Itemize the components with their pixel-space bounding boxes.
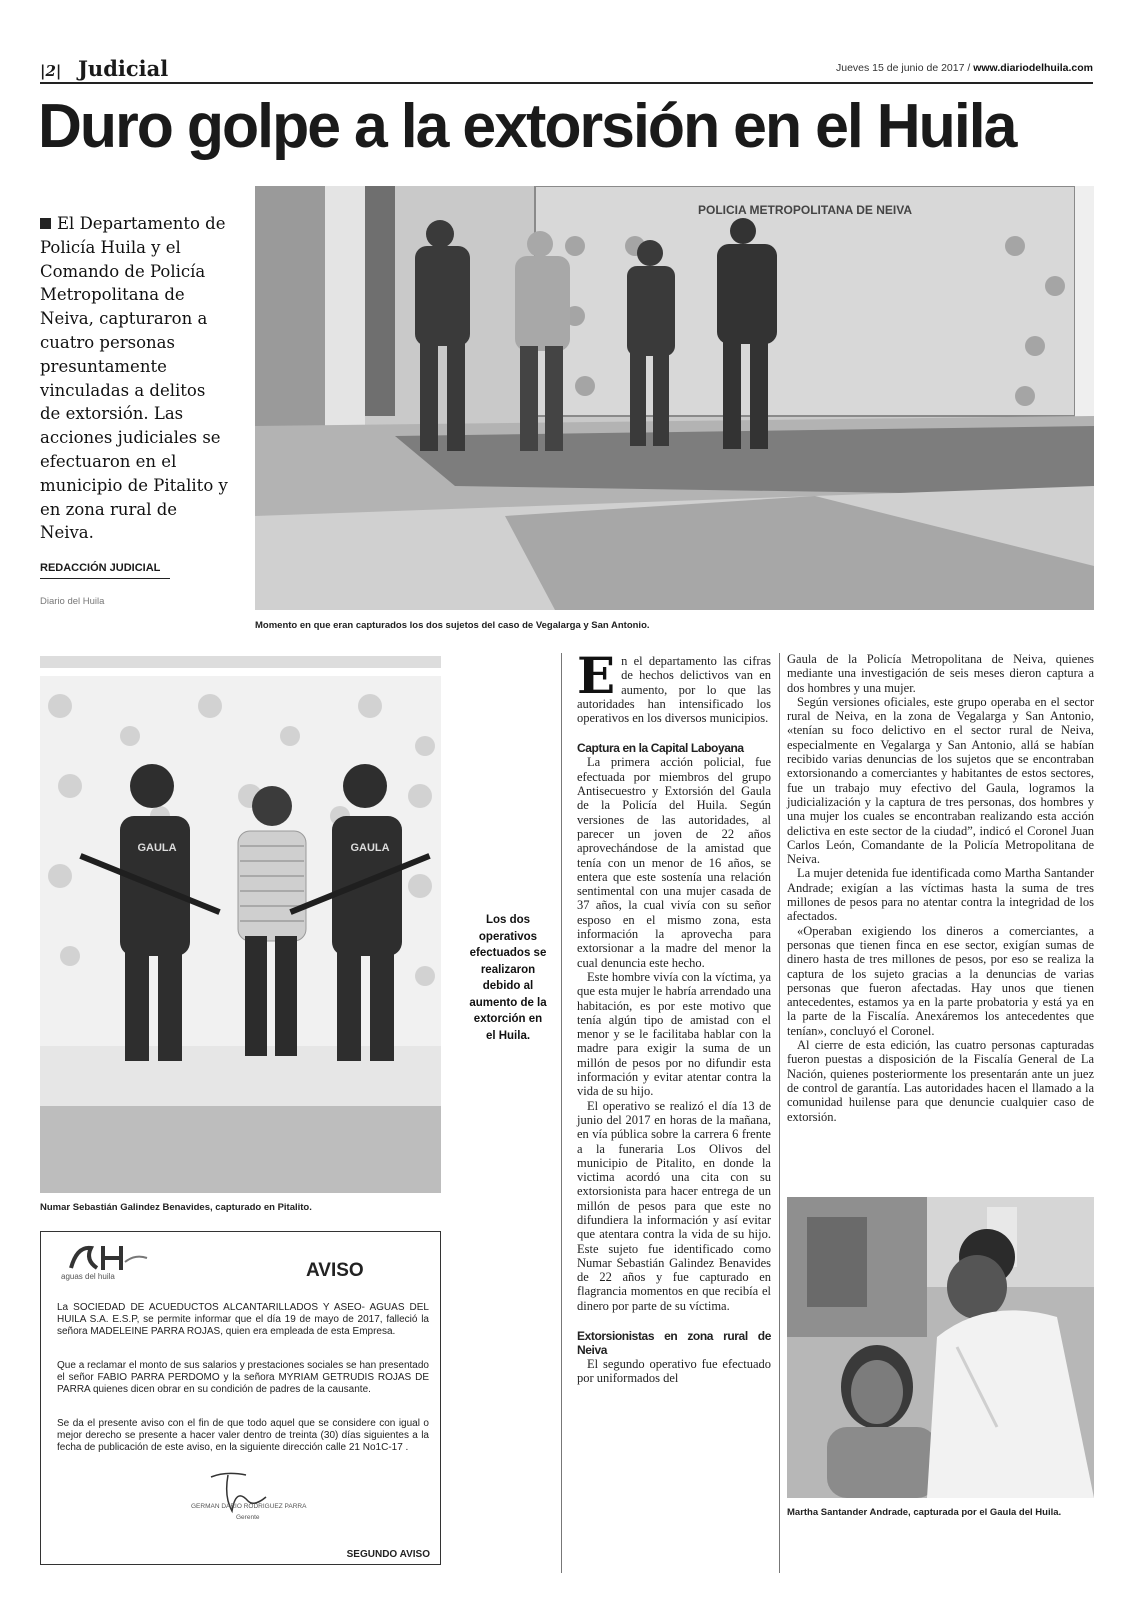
paragraph: Al cierre de esta edición, las cuatro personas capturadas fueron puestas a disposición de la Fiscalía General de La Nación, quienes posteriormente los presentarán ante un juez de control de garantía. Las autoridades hacen el llamado a la comunidad huilense para que denuncie cualquier caso de extorsión. bbox=[787, 1038, 1094, 1124]
paragraph: La mujer detenida fue identificada como Martha Santander Andrade; exigían a las víctimas hasta la suma de tres millones de pesos para no atentar contra la integridad de los afectados. bbox=[787, 866, 1094, 924]
aviso-paragraph-2: Que a reclamar el monto de sus salarios y prestaciones sociales se han presentado el señor FABIO PARRA PERDOMO y la señora MYRIAM GETRUDIS ROJAS DE PARRA quienes dicen obrar en su condición de padres de la causante. bbox=[57, 1360, 429, 1395]
paragraph: El operativo se realizó el día 13 de junio del 2017 en horas de la mañana, en vía pública sobre la carrera 6 frente a la funeraria Los Olivos del municipio de Pitalito, en donde la victima acordó una cita con su extorsionista para hacer entrega de un millón de pesos para que este no difundiera la información y así evitar que atentara contra la vida de su hijo. Este sujeto fue identificado como Numar Sebastián Galindez Benavides de 22 años y fue capturado en flagrancia momentos en que recibía el dinero por parte de su víctima. bbox=[577, 1098, 771, 1313]
article-column-center bbox=[577, 646, 771, 1386]
paragraph: Gaula de la Policía Metropolitana de Neiva, quienes mediante una investigación de seis meses dieron captura a dos hombres y una mujer. bbox=[787, 652, 1094, 695]
byline-rule bbox=[40, 578, 170, 579]
signature-name: GERMAN DARIO RODRIGUEZ PARRA bbox=[191, 1503, 307, 1510]
pull-quote: Los dos operativos efectuados se realizaron debido al aumento de la extorción en el Huila. bbox=[469, 914, 547, 1042]
paragraph: «Operaban exigiendo los dineros a comerciantes, a personas que tienen finca en ese sector, exigían sumas de dinero hasta de tres millones de pesos, por eso se realiza la captura de los sujeto gracias a la denuncias de varias personas que fueron afectadas. Hay unos que tienen antecedentes, estamos ya en la parte probatoria y está ya en la parte de la Fiscalía. Anexáremos los antecedentes que tenían», concluyó el Coronel. bbox=[787, 923, 1094, 1038]
date-line bbox=[836, 62, 1093, 74]
main-photo-caption: Momento en que eran capturados los dos sujetos del caso de Vegalarga y San Antonio. bbox=[255, 620, 650, 631]
intro-text: n el departamento las cifras de hechos delictivos van en aumento, por lo que las autoridades han intensificado los operativos en los diversos municipios. bbox=[577, 654, 771, 726]
paragraph: Este hombre vivía con la víctima, ya que esta mujer le habría arrendado una habitación, es por este motivo que tenía algún tipo de amistad con el menor y se le facilitaba hablar con la madre para exigir la suma de un millón de pesos por no difundir esta información y evitar atentar contra la vida de su hijo. bbox=[577, 969, 771, 1099]
article-column-right bbox=[787, 652, 1094, 1124]
vest-label-right: GAULA bbox=[350, 842, 390, 854]
lead-paragraph bbox=[40, 212, 230, 545]
page-number: |2| bbox=[40, 62, 62, 80]
subheading-zona-rural: Extorsionistas en zona rural de Neiva bbox=[577, 1329, 771, 1358]
bullet-square-icon bbox=[40, 218, 51, 229]
drop-cap: E bbox=[577, 646, 616, 705]
vest-label-left: GAULA bbox=[137, 842, 177, 854]
intro-paragraph bbox=[577, 646, 771, 726]
signature-role: Gerente bbox=[236, 1514, 260, 1521]
right-photo bbox=[787, 1197, 1094, 1498]
section-title: Judicial bbox=[78, 56, 169, 81]
right-photo-caption: Martha Santander Andrade, capturada por el Gaula del Huila. bbox=[787, 1507, 1062, 1518]
wall-sign-text: POLICIA METROPOLITANA DE NEIVA bbox=[697, 203, 913, 217]
paragraph: La primera acción policial, fue efectuada por miembros del grupo Antisecuestro y Extorsión del Gaula de la Policía del Huila. Según versiones de las autoridades, al parecer un joven de 22 años aprovechándose de la amistad que tenía con un menor de 16 años, se entera que este sostenía una relación sentimental con una mujer casada de 37 años, la cual vivía con su señor esposo en el mismo zona, esta información la aprovecha para extorsionar a la madre del menor la cual denuncia este hecho. bbox=[577, 755, 771, 970]
issue-date: Jueves 15 de junio de 2017 / bbox=[836, 62, 971, 74]
subheading-capital-laboyana: Captura en la Capital Laboyana bbox=[577, 741, 744, 756]
aguas-del-huila-logo bbox=[63, 1240, 153, 1274]
lead-text: El Departamento de Policía Huila y el Comando de Policía Metropolitana de Neiva, capturaron a cuatro personas presuntamente vinculadas a delitos de extorsión. Las acciones judiciales se efectuaron en el municipio de Pitalito y en zona rural de Neiva. bbox=[40, 214, 228, 543]
aviso-box bbox=[40, 1231, 441, 1565]
source-credit: Diario del Huila bbox=[40, 596, 105, 607]
left-photo-image bbox=[40, 656, 441, 1193]
aviso-title: AVISO bbox=[306, 1260, 364, 1281]
aviso-paragraph-1: La SOCIEDAD DE ACUEDUCTOS ALCANTARILLADOS Y ASEO- AGUAS DEL HUILA S.A. E.S.P, se permite informar que el día 19 de mayo de 2017, falleció la señora MADELEINE PARRA ROJAS, quien era empleada de esta Empresa. bbox=[57, 1302, 429, 1337]
right-photo-image bbox=[787, 1197, 1094, 1498]
site-link[interactable]: www.diariodelhuila.com bbox=[973, 62, 1093, 74]
aviso-paragraph-3: Se da el presente aviso con el fin de que todo aquel que se considere con igual o mejor derecho se presente a hacer valer dentro de treinta (30) días siguientes a la fecha de publicación de este aviso, en la siguiente dirección calle 21 No1C-17 . bbox=[57, 1418, 429, 1453]
column-rule-left bbox=[561, 653, 562, 1573]
left-photo bbox=[40, 656, 441, 1193]
column-rule-right bbox=[779, 653, 780, 1573]
paragraph: Según versiones oficiales, este grupo operaba en el sector rural de Neiva, en la zona de Vegalarga y San Antonio, «tenían su foco delictivo en el sector rural de Neiva, especialmente en Vegalarga y San Antonio, allá se habían recibido varias denuncias de los sujetos que se encontraban extorsionando a comerciantes y habitantes de estos sectores, fue un trabajo muy efectivo del Gaula, logramos la judicialización y la captura de tres personas, dos hombres y una mujer los cuales se encontraban realizando esta acción delictiva en este sector de la ciudad”, indicó el Coronel Juan Carlos León, Comandante de la Policía Metropolitana de Neiva. bbox=[787, 694, 1094, 867]
aviso-footer: SEGUNDO AVISO bbox=[346, 1549, 430, 1560]
main-photo bbox=[255, 186, 1094, 610]
headline: Duro golpe a la extorsión en el Huila bbox=[38, 92, 1016, 161]
main-photo-image bbox=[255, 186, 1094, 610]
paragraph: El segundo operativo fue efectuado por uniformados del bbox=[577, 1357, 771, 1386]
byline: REDACCIÓN JUDICIAL bbox=[40, 562, 161, 574]
logo-name: aguas del huila bbox=[61, 1272, 115, 1281]
header-rule bbox=[40, 82, 1093, 84]
left-photo-caption: Numar Sebastián Galindez Benavides, capturado en Pitalito. bbox=[40, 1202, 312, 1213]
